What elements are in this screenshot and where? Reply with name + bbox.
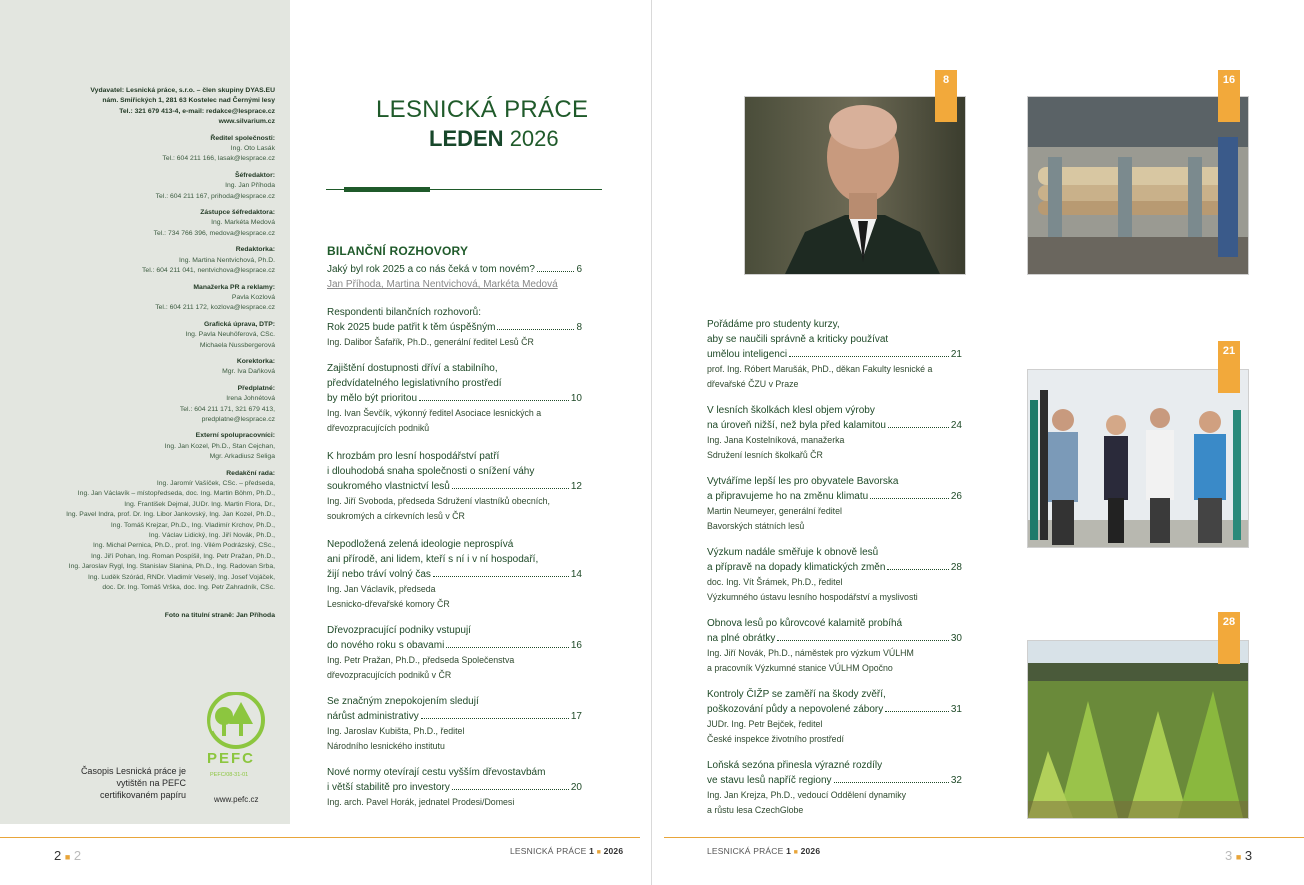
toc-page-number: 30: [950, 633, 962, 644]
page-number-right: [1225, 848, 1252, 863]
toc-page-number: 14: [570, 569, 582, 580]
toc-title-line: ve stavu lesů napříč regiony: [707, 775, 832, 786]
folio-dot: ■: [64, 852, 71, 862]
toc-item: [327, 537, 582, 612]
pefc-note: Časopis Lesnická práce je vytištěn na PEFC certifikovaném papíru: [80, 766, 186, 800]
imprint-line: Ing. Luděk Szórád, RNDr. Vladimír Veselý, Ing. Josef Vojáček,: [87, 573, 275, 581]
toc-entry-line: [327, 262, 582, 277]
toc-title-line: K hrozbám pro lesní hospodářství patří: [327, 451, 500, 462]
imprint-heading: Foto na titulní straně: Jan Příhoda: [164, 612, 275, 620]
toc-leader: [497, 329, 574, 330]
toc-author: a růstu lesa CzechGlobe: [707, 805, 804, 815]
toc-page-number: 12: [570, 481, 582, 492]
imprint-line: Mgr. Iva Daňková: [222, 368, 275, 376]
imprint-panel: [0, 0, 290, 824]
toc-author: Ing. Jiří Novák, Ph.D., náměstek pro výzkum VÚLHM: [707, 648, 914, 658]
toc-item: [327, 305, 582, 350]
toc-item: [327, 694, 582, 754]
toc-leader: [446, 647, 569, 648]
toc-author: JUDr. Ing. Petr Bejček, ředitel: [707, 719, 823, 729]
running-year: 2026: [603, 846, 624, 856]
toc-left: [327, 262, 582, 810]
toc-page-number: 20: [570, 782, 582, 793]
toc-author: Ing. Jan Václavík, předseda: [327, 584, 436, 594]
imprint-line: Ing. Tomáš Krejzar, Ph.D., Ing. Vladimír Krchov, Ph.D.,: [110, 521, 275, 529]
toc-title-line: Kontroly ČIŽP se zaměří na škody zvěří,: [707, 689, 886, 700]
toc-title-line: a přípravě na dopady klimatických změn: [707, 562, 886, 573]
imprint-line: Ing. Jaroslav Rygl, Ing. Stanislav Slanina, Ph.D., Ing. Radovan Srba,: [68, 563, 275, 571]
publisher-line: www.silvarium.cz: [218, 118, 275, 126]
footer-rule-right: [664, 837, 1304, 838]
imprint-line: Tel.: 604 211 171, 321 679 413,: [179, 405, 275, 413]
toc-page-number: 17: [570, 711, 582, 722]
imprint-heading: Redakční rada:: [226, 469, 275, 477]
pefc-url[interactable]: www.pefc.cz: [214, 795, 259, 804]
imprint-heading: Ředitel společnosti:: [210, 134, 275, 142]
toc-entry-line: [327, 391, 582, 406]
photo-forest: [1027, 640, 1249, 819]
imprint-line: Ing. Jaromír Vašíček, CSc. – předseda,: [156, 480, 275, 487]
toc-title-line: a připravujeme ho na změnu klimatu: [707, 491, 869, 502]
toc-title-line: na úroveň nižší, než byla před kalamitou: [707, 420, 886, 431]
toc-page-number: 31: [950, 704, 962, 715]
imprint-line: Ing. Martina Nentvichová, Ph.D.: [179, 256, 275, 264]
toc-item: [327, 623, 582, 683]
issue-line: [429, 126, 559, 152]
toc-author: Martin Neumeyer, generální ředitel: [707, 506, 842, 516]
toc-author: Ing. Jan Krejza, Ph.D., vedoucí Oddělení dynamiky: [707, 790, 907, 800]
toc-entry-line: [707, 347, 962, 362]
toc-title-line: poškozování půdy a nepovolené zábory: [707, 704, 884, 715]
photo-badge: 8: [935, 70, 957, 122]
imprint-line: Pavla Kozlová: [231, 293, 275, 301]
toc-author: Bavorských státních lesů: [707, 521, 805, 531]
toc-title-line: na plné obrátky: [707, 633, 776, 644]
toc-author: prof. Ing. Róbert Marušák, PhD., děkan Fakulty lesnické a: [707, 364, 933, 374]
toc-entry-line: [327, 567, 582, 582]
imprint-line: Ing. Pavel Indra, prof. Dr. Ing. Libor Jankovský, Ing. Jan Kozel, Ph.D.,: [66, 511, 275, 519]
folio-a: 2: [54, 848, 62, 863]
imprint-line: predplatne@lesprace.cz: [201, 415, 275, 423]
publisher-line: nám. Smiřických 1, 281 63 Kostelec nad Černými lesy: [102, 97, 275, 105]
toc-author: Ing. Dalibor Šafařík, Ph.D., generální ředitel Lesů ČR: [327, 337, 534, 347]
toc-entry-line: [327, 709, 582, 724]
toc-item: [707, 616, 962, 676]
imprint-line: Ing. František Dejmal, JUDr. Ing. Martin Flora, Dr.,: [124, 500, 275, 508]
toc-page-number: 32: [950, 775, 962, 786]
imprint-heading: Manažerka PR a reklamy:: [193, 283, 275, 291]
toc-item: [327, 765, 582, 810]
imprint-line: Tel.: 604 211 167, prihoda@lesprace.cz: [155, 192, 275, 200]
publisher-line: Tel.: 321 679 413-4, e-mail: redakce@lesprace.cz: [119, 107, 275, 115]
running-num: 1: [589, 846, 594, 856]
imprint-heading: Redaktorka:: [235, 246, 275, 254]
toc-title-line: žijí nebo tráví volný čas: [327, 569, 431, 580]
footer-rule-left: [0, 837, 640, 838]
imprint-line: Tel.: 604 211 166, lasak@lesprace.cz: [162, 155, 275, 163]
toc-title-line: aby se naučili správně a kriticky používat: [707, 334, 889, 345]
toc-author: soukromých a církevních lesů v ČR: [327, 511, 465, 521]
toc-page-number: 16: [570, 640, 582, 651]
toc-page-number: 28: [950, 562, 962, 573]
running-footer-right: [707, 846, 820, 856]
imprint-line: Ing. Jan Příhoda: [225, 182, 275, 190]
toc-leader: [452, 488, 569, 489]
toc-title-line: umělou inteligenci: [707, 349, 788, 360]
toc-leader: [888, 427, 949, 428]
toc-leader: [421, 718, 569, 719]
toc-title-line: V lesních školkách klesl objem výroby: [707, 405, 875, 416]
toc-title-line: Vytváříme lepší les pro obyvatele Bavorska: [707, 476, 899, 487]
toc-item: [327, 449, 582, 524]
title-rule-accent: [344, 187, 430, 192]
toc-entry-line: [327, 780, 582, 795]
issue-year: 2026: [509, 126, 559, 151]
toc-title-line: Nové normy otevírají cestu vyšším dřevostavbám: [327, 767, 546, 778]
pefc-logo-text: PEFC: [207, 750, 256, 767]
running-name: LESNICKÁ PRÁCE: [707, 846, 784, 856]
issue-month: LEDEN: [429, 126, 504, 151]
toc-author: Ing. arch. Pavel Horák, jednatel Prodesi/Domesi: [327, 797, 515, 807]
running-year: 2026: [800, 846, 821, 856]
toc-title-line: Nepodložená zelená ideologie neprospívá: [327, 539, 514, 550]
toc-title-line: Se značným znepokojením sledují: [327, 696, 479, 707]
magazine-title: LESNICKÁ PRÁCE: [376, 96, 589, 123]
toc-author: dřevozpracujících podniků: [327, 423, 430, 433]
toc-author: Ing. Jana Kostelníková, manažerka: [707, 435, 845, 445]
imprint-line: Tel.: 734 766 396, medova@lesprace.cz: [153, 229, 275, 237]
toc-leader: [834, 782, 949, 783]
toc-entry-line: [327, 320, 582, 335]
toc-entry-line: [707, 773, 962, 788]
toc-title-line: předvídatelného legislativního prostředí: [327, 378, 502, 389]
toc-item: [707, 317, 962, 392]
toc-leader: [887, 569, 948, 570]
toc-item: [327, 262, 582, 292]
running-footer-left: [510, 846, 623, 856]
toc-title-line: ani přírodě, ani lidem, kteří s ní i v ní hospodaří,: [327, 554, 539, 565]
photo-badge: 21: [1218, 341, 1240, 393]
imprint-heading: Externí spolupracovníci:: [195, 432, 275, 440]
toc-page-number: 8: [576, 322, 582, 333]
running-dot: ■: [793, 849, 798, 856]
toc-title-line: Zajištění dostupnosti dříví a stabilního,: [327, 363, 498, 374]
page-number-left: [54, 848, 81, 863]
toc-title-line: Respondenti bilančních rozhovorů:: [327, 307, 481, 318]
imprint-line: Tel.: 604 211 041, nentvichova@lesprace.cz: [142, 267, 275, 275]
toc-item: [707, 687, 962, 747]
toc-page-number: 21: [950, 349, 962, 360]
toc-entry-line: [707, 560, 962, 575]
toc-author: České inspekce životního prostředí: [707, 734, 844, 744]
toc-title-line: Pořádáme pro studenty kurzy,: [707, 319, 840, 330]
imprint-heading: Grafická úprava, DTP:: [203, 320, 275, 328]
toc-author: a pracovník Výzkumné stanice VÚLHM Opočno: [707, 663, 893, 673]
toc-page-number: 24: [950, 420, 962, 431]
toc-entry-line: [707, 702, 962, 717]
toc-title-line: i větší stabilitě pro investory: [327, 782, 450, 793]
running-dot: ■: [596, 849, 601, 856]
imprint-line: Ing. Michal Pernica, Ph.D., prof. Ing. Vilém Podrázský, CSc.,: [93, 542, 275, 550]
toc-item: [707, 545, 962, 605]
toc-author: Ing. Ivan Ševčík, výkonný ředitel Asociace lesnických a: [327, 408, 542, 418]
toc-entry-line: [327, 479, 582, 494]
imprint-line: Mgr. Arkadiusz Seliga: [209, 453, 275, 461]
toc-author: doc. Ing. Vít Šrámek, Ph.D., ředitel: [707, 577, 843, 587]
toc-title-line: soukromého vlastnictví lesů: [327, 481, 450, 492]
toc-title-line: Jaký byl rok 2025 a co nás čeká v tom novém?: [327, 264, 535, 275]
pefc-logo-sub: PEFC/08-31-01: [210, 772, 249, 778]
imprint-line: Irena Johnétová: [226, 395, 275, 403]
folio-a: 3: [1225, 848, 1233, 863]
toc-leader: [433, 576, 569, 577]
toc-entry-line: [707, 631, 962, 646]
toc-title-line: i dlouhodobá snaha společnosti o snížení váhy: [327, 466, 535, 477]
toc-leader: [537, 271, 575, 272]
toc-leader: [885, 711, 949, 712]
toc-author: Ing. Jaroslav Kubišta, Ph.D., ředitel: [327, 726, 465, 736]
spine-divider: [651, 0, 652, 885]
toc-item: [707, 474, 962, 534]
imprint-line: Ing. Pavla Neuhöferová, CSc.: [185, 331, 275, 339]
toc-title-line: by mělo být prioritou: [327, 393, 418, 404]
toc-author: dřevozpracujících podniků v ČR: [327, 670, 452, 680]
section-heading: BILANČNÍ ROZHOVORY: [327, 244, 469, 258]
imprint-heading: Šéfredaktor:: [234, 171, 275, 179]
toc-page-number: 10: [570, 393, 582, 404]
folio-dot: ■: [1235, 852, 1242, 862]
toc-leader: [789, 356, 949, 357]
imprint-line: Tel.: 604 211 172, kozlova@lesprace.cz: [155, 304, 275, 312]
toc-author: dřevařské ČZU v Praze: [707, 379, 799, 389]
toc-leader: [452, 789, 569, 790]
running-name: LESNICKÁ PRÁCE: [510, 846, 587, 856]
toc-author: Výzkumného ústavu lesního hospodářství a myslivosti: [707, 592, 918, 602]
toc-leader: [870, 498, 949, 499]
toc-title-line: Výzkum nadále směřuje k obnově lesů: [707, 547, 879, 558]
photo-badge: 28: [1218, 612, 1240, 664]
publisher-line: Vydavatel: Lesnická práce, s.r.o. – člen skupiny DYAS.EU: [90, 87, 275, 94]
imprint-heading: Zástupce šéfredaktora:: [200, 209, 275, 217]
photo-students: [1027, 369, 1249, 548]
imprint-line: Ing. Markéta Medová: [211, 219, 275, 227]
photo-badge: 16: [1218, 70, 1240, 122]
imprint-heading: Korektorka:: [236, 357, 275, 365]
toc-author: Jan Příhoda, Martina Nentvichová, Markéta Medová: [327, 279, 558, 290]
toc-author: Sdružení lesních školkařů ČR: [707, 450, 823, 460]
imprint-line: Ing. Jan Kozel, Ph.D., Stan Cejchan,: [164, 442, 275, 450]
toc-item: [327, 361, 582, 436]
toc-right: [707, 317, 962, 818]
toc-author: Ing. Jiří Svoboda, předseda Sdružení vlastníků obecních,: [327, 496, 550, 506]
toc-leader: [419, 400, 569, 401]
toc-item: [707, 758, 962, 818]
toc-title-line: Rok 2025 bude patřit k těm úspěšným: [327, 322, 496, 333]
toc-entry-line: [707, 489, 962, 504]
photo-portrait: [744, 96, 966, 275]
toc-title-line: Dřevozpracující podniky vstupují: [327, 625, 471, 636]
imprint-line: Ing. Jiří Pohan, Ing. Roman Pospíšil, Ing. Petr Pražan, Ph.D.,: [91, 552, 275, 560]
imprint-line: Michaela Nussbergerová: [199, 341, 275, 349]
toc-entry-line: [327, 638, 582, 653]
toc-title-line: Loňská sezóna přinesla výrazné rozdíly: [707, 760, 883, 771]
imprint-line: Ing. Václav Lidický, Ing. Jiří Novák, Ph.D.,: [148, 532, 275, 540]
imprint-text: [0, 86, 275, 622]
toc-leader: [777, 640, 948, 641]
folio-b: 2: [73, 848, 82, 863]
toc-author: Ing. Petr Pražan, Ph.D., předseda Společenstva: [327, 655, 515, 665]
toc-entry-line: [707, 418, 962, 433]
toc-page-number: 6: [576, 264, 582, 275]
running-num: 1: [786, 846, 791, 856]
toc-author: Národního lesnického institutu: [327, 741, 445, 751]
toc-title-line: nárůst administrativy: [327, 711, 419, 722]
folio-b: 3: [1244, 848, 1253, 863]
imprint-line: doc. Dr. Ing. Tomáš Vrška, doc. Ing. Petr Zahradník, CSc.: [102, 584, 275, 592]
photo-sawmill: [1027, 96, 1249, 275]
toc-page-number: 26: [950, 491, 962, 502]
toc-author: Lesnicko-dřevařské komory ČR: [327, 599, 450, 609]
toc-item: [707, 403, 962, 463]
toc-title-line: do nového roku s obavami: [327, 640, 445, 651]
imprint-heading: Předplatné:: [237, 384, 275, 392]
imprint-line: Ing. Jan Václavík – místopředseda, doc. Ing. Martin Böhm, Ph.D.,: [77, 490, 275, 498]
toc-title-line: Obnova lesů po kůrovcové kalamitě probíhá: [707, 618, 903, 629]
imprint-line: Ing. Oto Lasák: [230, 145, 275, 153]
